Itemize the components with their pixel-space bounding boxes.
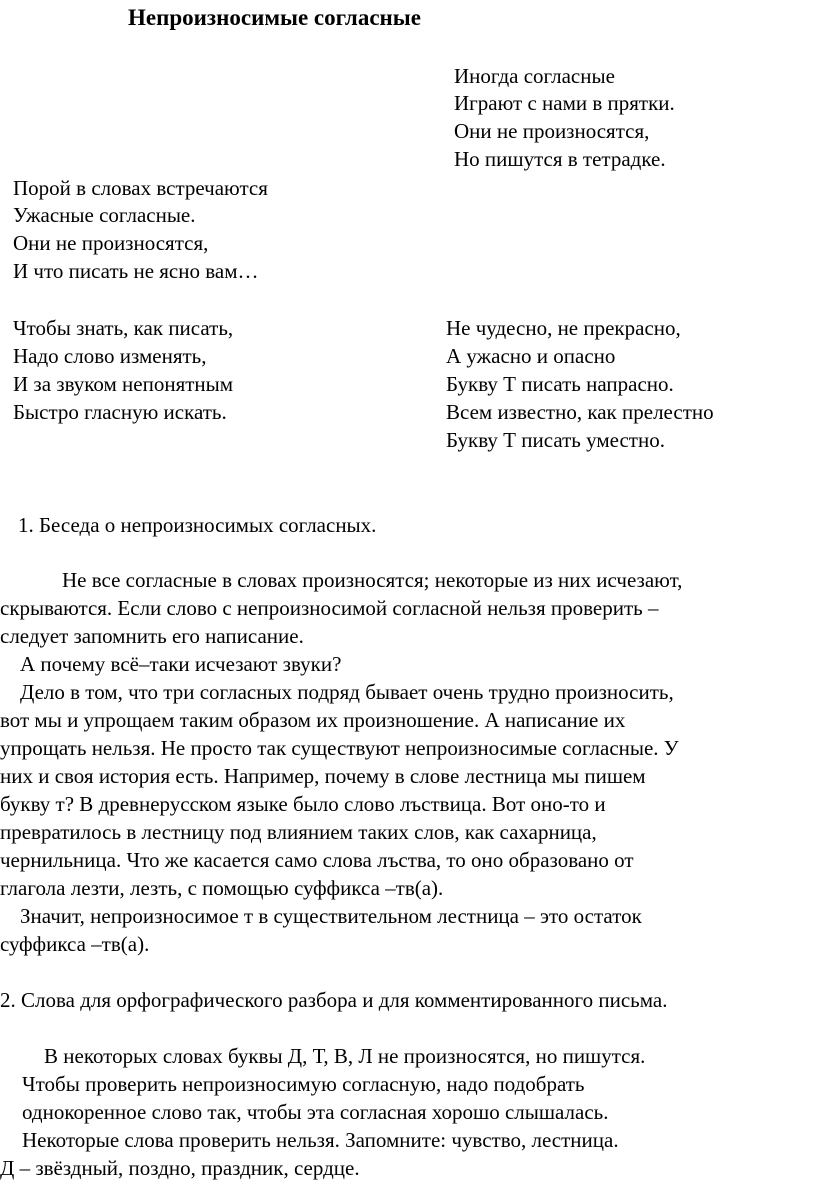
paragraph-line: Дело в том, что три согласных подряд бывает очень трудно произносить, <box>20 680 674 704</box>
poem-line: Ужасные согласные. <box>13 203 196 227</box>
poem-line: Они не произносятся, <box>454 119 650 143</box>
paragraph-line: Д – звёздный, поздно, праздник, сердце. <box>0 1156 360 1180</box>
page-title: Непроизносимые согласные <box>128 5 421 30</box>
poem-line: Всем известно, как прелестно <box>446 400 714 424</box>
paragraph-line: однокоренное слово так, чтобы эта согласная хорошо слышалась. <box>22 1100 609 1124</box>
poem-line: Иногда согласные <box>454 64 615 88</box>
paragraph-line: Не все согласные в словах произносятся; некоторые из них исчезают, <box>62 568 683 592</box>
paragraph-line: Чтобы проверить непроизносимую согласную, надо подобрать <box>22 1072 585 1096</box>
poem-line: Играют с нами в прятки. <box>454 91 675 115</box>
poem-line: И за звуком непонятным <box>13 372 234 396</box>
poem-line: Не чудесно, не прекрасно, <box>446 316 681 340</box>
poem-line: Букву Т писать уместно. <box>446 428 665 452</box>
paragraph-line: чернильница. Что же касается само слова лъства, то оно образовано от <box>0 848 634 872</box>
poem-line: Букву Т писать напрасно. <box>446 372 674 396</box>
paragraph-line: Значит, непроизносимое т в существительном лестница – это остаток <box>20 904 642 928</box>
poem-line: Но пишутся в тетрадке. <box>454 147 666 171</box>
paragraph-line: превратилось в лестницу под влиянием таких слов, как сахарница, <box>0 820 597 844</box>
paragraph-line: В некоторых словах буквы Д, Т, В, Л не произносятся, но пишутся. <box>44 1044 646 1068</box>
poem-line: А ужасно и опасно <box>446 344 616 368</box>
paragraph-line: А почему всё–таки исчезают звуки? <box>20 652 342 676</box>
poem-line: Порой в словах встречаются <box>13 176 268 200</box>
paragraph-line: глагола лезти, лезть, с помощью суффикса –тв(а). <box>0 876 444 900</box>
paragraph-line: следует запомнить его написание. <box>0 624 304 648</box>
poem-line: Чтобы знать, как писать, <box>13 316 234 340</box>
poem-line: И что писать не ясно вам… <box>13 259 259 283</box>
paragraph-line: букву т? В древнерусском языке было слово лъствица. Вот оно-то и <box>0 792 606 816</box>
paragraph-line: них и своя история есть. Например, почему в слове лестница мы пишем <box>0 764 646 788</box>
paragraph-line: Некоторые слова проверить нельзя. Запомните: чувство, лестница. <box>22 1128 619 1152</box>
paragraph-line: упрощать нельзя. Не просто так существуют непроизносимые согласные. У <box>0 736 679 760</box>
section-heading: 1. Беседа о непроизносимых согласных. <box>18 513 377 537</box>
paragraph-line: суффикса –тв(а). <box>0 932 150 956</box>
section-heading: 2. Слова для орфографического разбора и для комментированного письма. <box>0 988 668 1012</box>
poem-line: Быстро гласную искать. <box>13 400 227 424</box>
poem-line: Они не произносятся, <box>13 231 209 255</box>
paragraph-line: вот мы и упрощаем таким образом их произношение. А написание их <box>0 708 626 732</box>
poem-line: Надо слово изменять, <box>13 344 207 368</box>
paragraph-line: скрываются. Если слово с непроизносимой согласной нельзя проверить – <box>0 596 659 620</box>
